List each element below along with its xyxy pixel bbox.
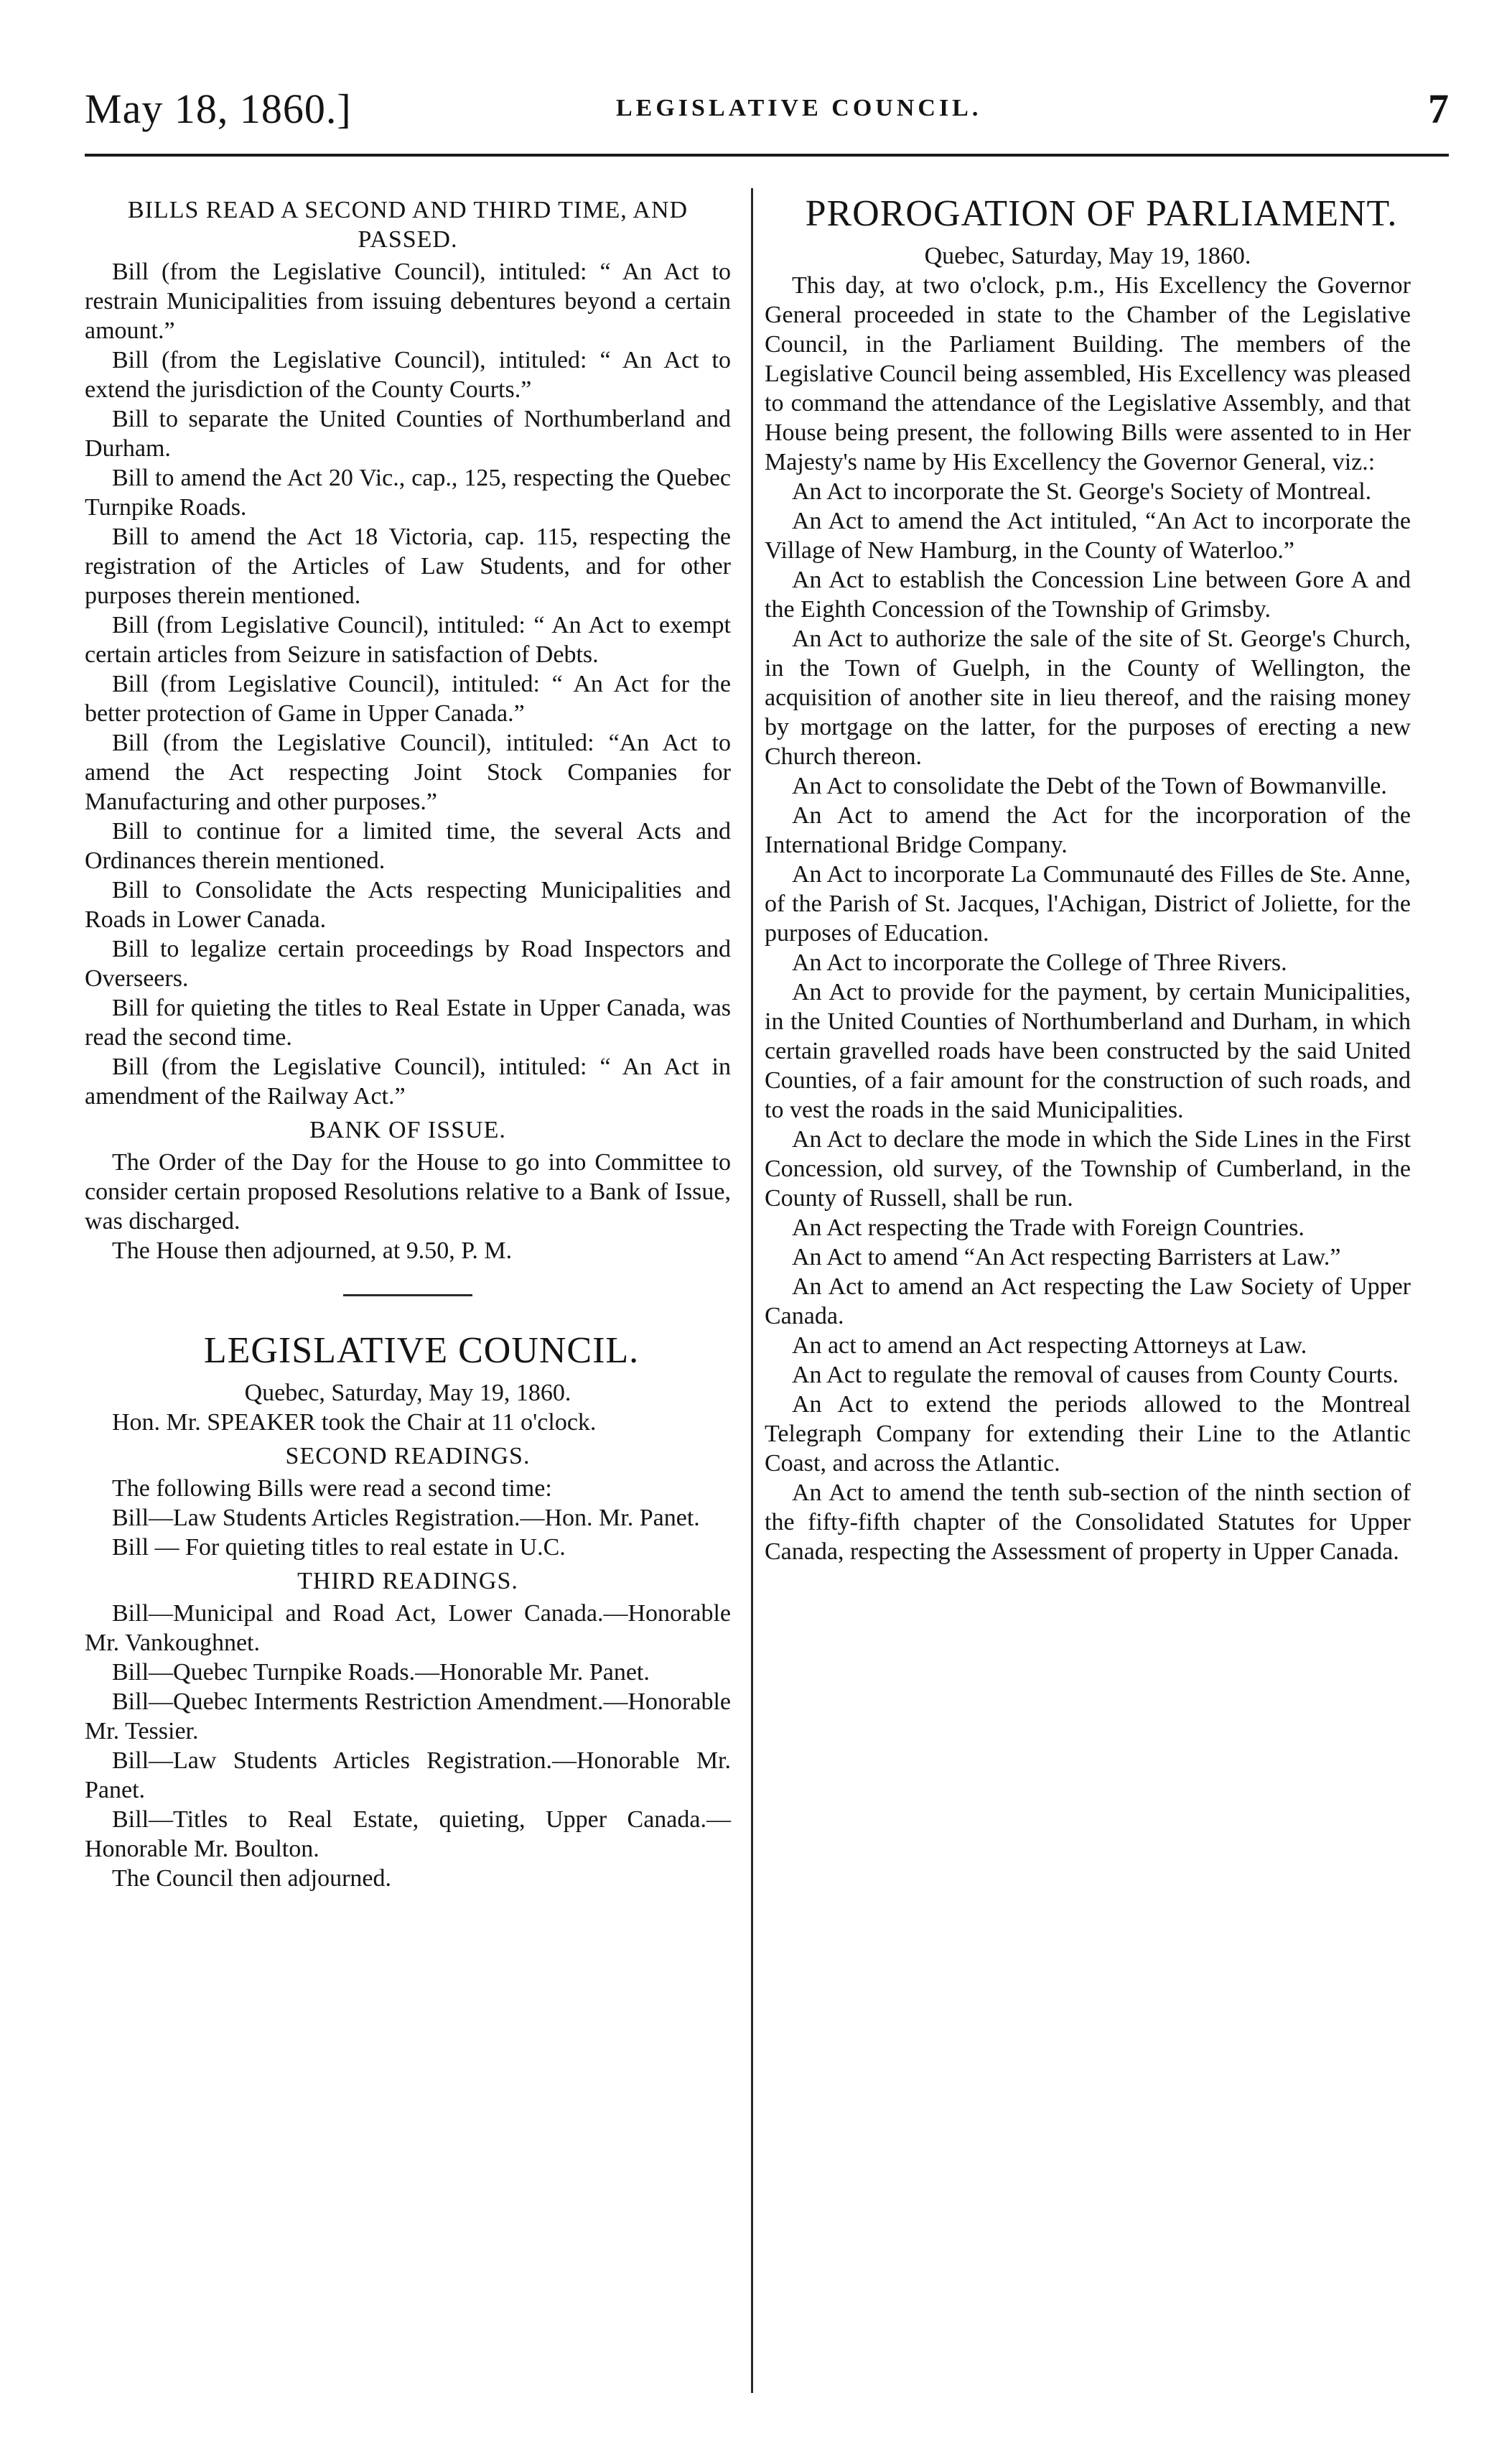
bill-paragraph: Bill to Consolidate the Acts respecting Municipalities and Roads in Lower Canada. (85, 877, 731, 933)
bill-paragraph: Bill (from the Legislative Council), intituled: “ An Act in amendment of the Railway Act.” (85, 1054, 731, 1110)
section-separator (343, 1294, 472, 1296)
left-column (85, 191, 731, 1893)
bill-paragraph: Bill to continue for a limited time, the several Acts and Ordinances therein mentioned. (85, 818, 731, 874)
second-reading-item: Bill—Law Students Articles Registration.—Hon. Mr. Panet. (112, 1505, 700, 1531)
bill-paragraph: Bill to separate the United Counties of Northumberland and Durham. (85, 406, 731, 462)
bill-paragraph: Bill (from the Legislative Council), intituled: “ An Act to restrain Municipalities from issuing debentures beyond a certain amount.” (85, 259, 731, 344)
house-adjourned-text: The House then adjourned, at 9.50, P. M. (112, 1237, 513, 1264)
header-rule (85, 154, 1449, 157)
bills-section-heading: BILLS READ A SECOND AND THIRD TIME, AND PASSED. (127, 197, 689, 253)
act-paragraph: An Act to incorporate the St. George's Society of Montreal. (792, 478, 1372, 505)
prorogation-heading: PROROGATION OF PARLIAMENT. (805, 193, 1398, 234)
prorogation-dateline: Quebec, Saturday, May 19, 1860. (924, 243, 1251, 269)
bank-of-issue-heading: BANK OF ISSUE. (309, 1117, 506, 1143)
prorogation-intro: This day, at two o'clock, p.m., His Excellency the Governor General proceeded in state to the Chamber of the Legislative Council, in the Parliament Building. The members of the Legislative Council being assembled, His Excellency was pleased to command the attendance of the Legislative Assembly, and that House being present, the following Bills were assented to in Her Majesty's name by His Excellency the Governor General, viz.: (765, 272, 1411, 475)
act-paragraph: An Act to authorize the sale of the site of St. George's Church, in the Town of Guelph, in the County of Wellington, the acquisition of another site in lieu thereof, and the raising money by mortgage on the latter, for the purposes of erecting a new Church thereon. (765, 626, 1411, 770)
bill-paragraph: Bill to amend the Act 20 Vic., cap., 125, respecting the Quebec Turnpike Roads. (85, 465, 731, 521)
act-paragraph: An Act to incorporate La Communauté des Filles de Ste. Anne, of the Parish of St. Jacques, l'Achigan, District of Joliette, for the purposes of Education. (765, 861, 1411, 947)
bill-paragraph: Bill to legalize certain proceedings by Road Inspectors and Overseers. (85, 936, 731, 992)
act-paragraph: An Act to consolidate the Debt of the Town of Bowmanville. (792, 773, 1387, 799)
speaker-text: Hon. Mr. SPEAKER took the Chair at 11 o'clock. (112, 1409, 597, 1436)
third-reading-item: Bill—Municipal and Road Act, Lower Canada.—Honorable Mr. Vankoughnet. (85, 1600, 731, 1656)
second-readings-heading: SECOND READINGS. (285, 1443, 531, 1469)
bill-paragraph: Bill for quieting the titles to Real Estate in Upper Canada, was read the second time. (85, 995, 731, 1051)
act-paragraph: An Act to amend the Act intituled, “An Act to incorporate the Village of New Hamburg, in the County of Waterloo.” (765, 508, 1411, 564)
council-adjourned-text: The Council then adjourned. (112, 1865, 392, 1892)
council-dateline: Quebec, Saturday, May 19, 1860. (244, 1380, 571, 1406)
act-paragraph: An Act to amend the tenth sub-section of the ninth section of the fifty-fifth chapter of the Consolidated Statutes for Upper Canada, respecting the Assessment of property in Upper Canada. (765, 1479, 1411, 1565)
bill-paragraph: Bill (from Legislative Council), intituled: “ An Act to exempt certain articles from Seizure in satisfaction of Debts. (85, 612, 731, 668)
bill-paragraph: Bill (from the Legislative Council), intituled: “ An Act to extend the jurisdiction of the County Courts.” (85, 347, 731, 403)
third-reading-item: Bill—Titles to Real Estate, quieting, Upper Canada.—Honorable Mr. Boulton. (85, 1806, 731, 1862)
header-title: LEGISLATIVE COUNCIL. (616, 95, 982, 121)
act-paragraph: An Act to declare the mode in which the Side Lines in the First Concession, old survey, of the Township of Cumberland, in the County of Russell, shall be run. (765, 1126, 1411, 1212)
header-date: May 18, 1860.] (85, 85, 352, 132)
bill-paragraph: Bill to amend the Act 18 Victoria, cap. 115, respecting the registration of the Articles of Law Students, and for other purposes therein mentioned. (85, 524, 731, 609)
bank-of-issue-text: The Order of the Day for the House to go into Committee to consider certain proposed Resolutions relative to a Bank of Issue, was discharged. (85, 1149, 731, 1235)
bill-paragraph: Bill (from Legislative Council), intituled: “ An Act for the better protection of Game in Upper Canada.” (85, 671, 731, 727)
act-paragraph: An Act to regulate the removal of causes from County Courts. (792, 1362, 1399, 1388)
second-reading-item: Bill — For quieting titles to real estate in U.C. (112, 1534, 566, 1561)
legislative-council-heading: LEGISLATIVE COUNCIL. (203, 1330, 640, 1371)
act-paragraph: An Act respecting the Trade with Foreign Countries. (792, 1214, 1305, 1241)
third-reading-item: Bill—Law Students Articles Registration.—Honorable Mr. Panet. (85, 1747, 731, 1803)
header-page-number: 7 (1428, 85, 1449, 132)
act-paragraph: An act to amend an Act respecting Attorneys at Law. (792, 1332, 1307, 1359)
act-paragraph: An Act to extend the periods allowed to the Montreal Telegraph Company for extending their Line to the Atlantic Coast, and across the Atlantic. (765, 1391, 1411, 1477)
right-column (765, 191, 1411, 1566)
act-paragraph: An Act to provide for the payment, by certain Municipalities, in the United Counties of Northumberland and Durham, in which certain gravelled roads have been constructed by the said United Counties, of a fair amount for the construction of such roads, and to vest the roads in the said Municipalities. (765, 979, 1411, 1123)
third-reading-item: Bill—Quebec Interments Restriction Amendment.—Honorable Mr. Tessier. (85, 1688, 731, 1744)
second-readings-intro: The following Bills were read a second time: (112, 1475, 552, 1502)
page-header (85, 85, 1449, 157)
bill-paragraph: Bill (from the Legislative Council), intituled: “An Act to amend the Act respecting Joint Stock Companies for Manufacturing and other purposes.” (85, 730, 731, 815)
column-divider (751, 188, 753, 2393)
act-paragraph: An Act to incorporate the College of Three Rivers. (792, 949, 1287, 976)
act-paragraph: An Act to establish the Concession Line between Gore A and the Eighth Concession of the Township of Grimsby. (765, 567, 1411, 623)
third-readings-heading: THIRD READINGS. (297, 1568, 518, 1594)
act-paragraph: An Act to amend “An Act respecting Barristers at Law.” (792, 1244, 1341, 1270)
third-reading-item: Bill—Quebec Turnpike Roads.—Honorable Mr. Panet. (112, 1659, 650, 1686)
act-paragraph: An Act to amend the Act for the incorporation of the International Bridge Company. (765, 802, 1411, 858)
act-paragraph: An Act to amend an Act respecting the Law Society of Upper Canada. (765, 1273, 1411, 1329)
